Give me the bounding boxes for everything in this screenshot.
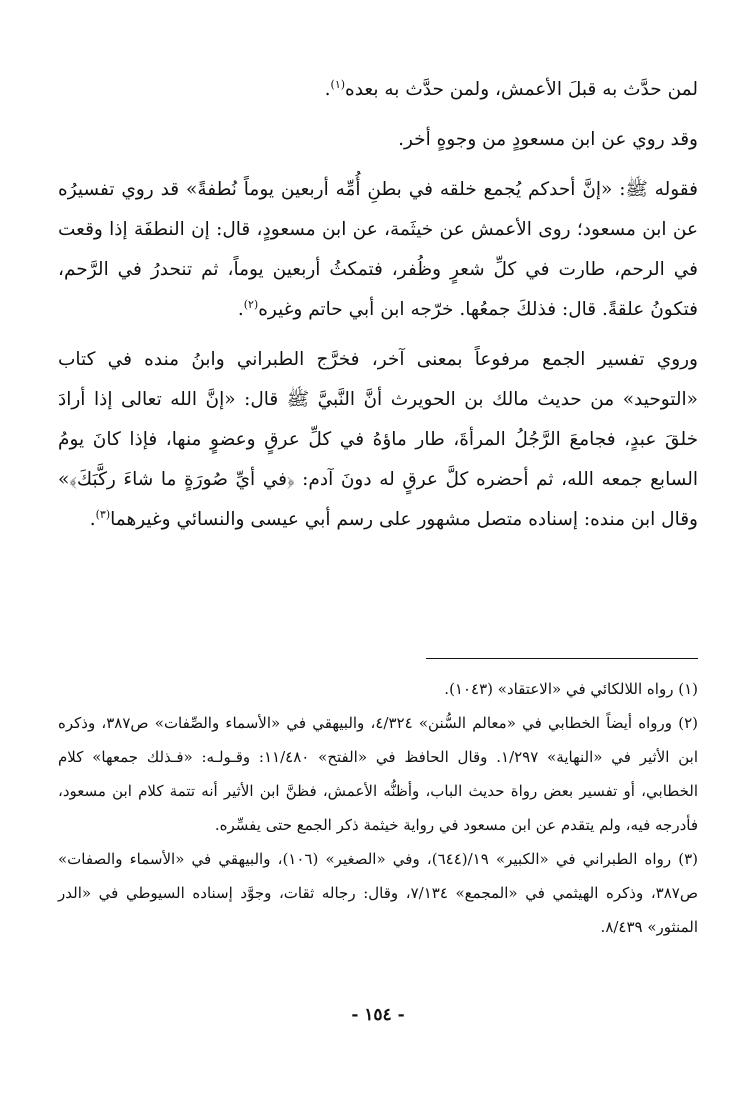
footnote-2: (٢) ورواه أيضاً الخطابي في «معالم السُّنن» ٤/٣٢٤، والبيهقي في «الأسماء والصِّفات» ص٣٨٧، وذكره ابن الأثير في «النهاية» ١/٢٩٧. وقال الحافظ في «الفتح» ١١/٤٨٠: وقـولـه: «فـذلك جمعها» كلام الخطابي، أو تفسير بعض رواة حديث الباب، وأظنُّه الأعمش، فظنَّ ابن الأثير أنه تتمة كلام ابن مسعود، فأدرجه فيه، ولم يتقدم عن ابن مسعود في رواية خيثمة ذكر الجمع حتى يفسِّره. xyxy=(58,714,699,834)
book-page xyxy=(58,0,698,1108)
footnote-marker-2[interactable]: (٢) xyxy=(243,297,259,311)
footnote-3: (٣) رواه الطبراني في «الكبير» ١٩/(٦٤٤)، وفي «الصغير» (١٠٦)، والبيهقي في «الأسماء والصفات» ص٣٨٧، وذكره الهيثمي في «المجمع» ٧/١٣٤، وقال: رجاله ثقات، وجوَّد إسناده السيوطي في «الدر المنثور» ٨/٤٣٩. xyxy=(58,850,699,936)
page-number: - ١٥٤ - xyxy=(351,1005,405,1025)
paragraph-1-end: . xyxy=(324,79,331,100)
footnote-marker-3[interactable]: (٣) xyxy=(95,507,111,521)
main-text xyxy=(58,70,698,540)
paragraph-3-text: فقوله ﷺ: «إنَّ أحدكم يُجمع خلقه في بطنِ أُمِّه أربعين يوماً نُطفةً» قد روي تفسيرُه عن ابن مسعود؛ روى الأعمش عن خيثَمة، عن ابن مسعودٍ، قال: إن النطفَة إذا وقعت في الرحم، طارت في كلِّ شعرٍ وظُفر، فتمكثُ أربعين يوماً، ثم تنحدرُ في الرَّحم، فتكونُ علقةً. قال: فذلكَ جمعُها. خرّجه ابن أبي حاتم وغيره xyxy=(58,179,698,320)
paragraph-1 xyxy=(58,70,698,110)
footnote-separator xyxy=(426,658,698,659)
paragraph-4-text: وروي تفسير الجمع مرفوعاً بمعنى آخر، فخرَّج الطبراني وابنُ منده في كتاب «التوحيد» من حديث مالك بن الحويرث أنَّ النَّبيَّ ﷺ قال: «إنَّ الله تعالى إذا أرادَ خلقَ عبدٍ، فجامعَ الرَّجُلُ المرأةَ، طار ماؤهُ في كلِّ عرقٍ وعضوٍ منها، فإذا كانَ يومُ السابع جمعه الله، ثم أحضره كلَّ عرقٍ له دونَ آدم: ﴿في أيِّ صُورَةٍ ما شاءَ ركَّبَكَ﴾» وقال ابن منده: إسناده متصل مشهور على رسم أبي عيسى والنسائي وغيرهما xyxy=(58,349,698,530)
footnote-marker-1[interactable]: (١) xyxy=(330,77,346,91)
footnote-1: (١) رواه اللالكائي في «الاعتقاد» (١٠٤٣). xyxy=(444,680,698,698)
footnotes xyxy=(58,672,698,944)
paragraph-2-text: وقد روي عن ابن مسعودٍ من وجوهٍ أخر. xyxy=(398,129,698,150)
paragraph-4-end: . xyxy=(89,509,96,530)
paragraph-2 xyxy=(58,120,698,160)
paragraph-1-text: لمن حدَّث به قبلَ الأعمش، ولمن حدَّث به بعده xyxy=(345,79,698,100)
paragraph-4 xyxy=(58,340,698,540)
paragraph-3 xyxy=(58,170,698,330)
paragraph-3-end: . xyxy=(237,299,244,320)
